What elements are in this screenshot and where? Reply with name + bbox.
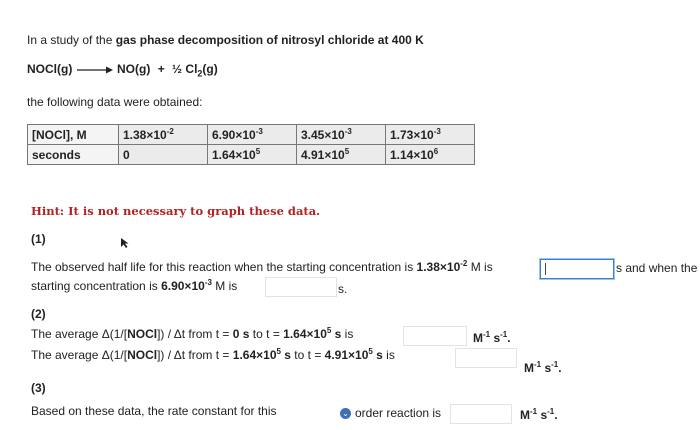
data-intro: the following data were obtained: [27, 95, 203, 109]
part2-line1: The average Δ(1/[NOCl]) / Δt from t = 0 s to $t = 1.64\times 10^5$ s is [31, 326, 354, 341]
data-table [27, 124, 475, 165]
rate-constant-input[interactable] [450, 404, 512, 424]
part1-line2: starting concentration is $6.90\times 10^{-3}$ M is [31, 278, 238, 293]
table-cell: $1.73\times 10^{-3}$ [386, 125, 475, 145]
row-label-seconds: seconds [28, 145, 119, 165]
avg-rate-1-input[interactable] [403, 326, 467, 346]
avg-rate-1-unit: $M^{-1}$ $s^{-1}$. [473, 330, 511, 345]
part3-mid-text: order reaction is [355, 406, 442, 420]
table-row [28, 125, 475, 145]
table-cell: $1.64\times 10^5$ [208, 145, 297, 165]
table-row [28, 145, 475, 165]
reaction-equation [27, 62, 218, 78]
intro-text [27, 33, 424, 47]
part1-unit: s. [338, 282, 348, 296]
table-cell: $3.45\times 10^{-3}$ [297, 125, 386, 145]
hint-text: Hint: It is not necessary to graph these data. [31, 204, 321, 218]
half-life-2-input[interactable] [265, 277, 337, 297]
product-cl2: $Cl_2(g)$ [185, 62, 218, 79]
part2-line2: The average Δ(1/[NOCl]) / Δt from $t = 1.64\times 10^5$ s to $t = 4.91\times 10^5$ s is [31, 347, 395, 362]
part3-label: (3) [31, 381, 46, 395]
reaction-arrow-icon [77, 65, 113, 75]
table-cell: 0 [119, 145, 208, 165]
intro-prefix: In a study of the [27, 33, 116, 47]
avg-rate-2-unit: $M^{-1}$ $s^{-1}$. [524, 360, 562, 375]
reaction-order-select[interactable] [340, 404, 441, 422]
part1-line1-after: s and when the [616, 261, 698, 275]
mouse-cursor-icon [120, 237, 130, 249]
table-cell: $1.38\times 10^{-2}$ [119, 125, 208, 145]
text-caret [545, 263, 546, 275]
avg-rate-2-input[interactable] [455, 348, 517, 368]
reactant: NOCl(g) [27, 62, 73, 76]
intro-topic: gas phase decomposition of nitrosyl chloride at 400 K [115, 33, 424, 47]
part2-label: (2) [31, 307, 46, 321]
rate-constant-unit: $M^{-1}$ $s^{-1}$. [520, 407, 558, 422]
table-cell: $4.91\times 10^5$ [297, 145, 386, 165]
table-cell: $6.90\times 10^{-3}$ [208, 125, 297, 145]
row-label-conc: [NOCl], M [28, 125, 119, 145]
half-life-1-input[interactable] [540, 259, 614, 279]
product-no: NO(g) [117, 62, 151, 76]
chevron-circle-icon: ⌄ [340, 408, 351, 419]
table-cell: $1.14\times 10^6$ [386, 145, 475, 165]
part3-text: Based on these data, the rate constant for this [31, 404, 277, 418]
half-coefficient: ½ [172, 62, 183, 76]
part1-line1: The observed half life for this reaction when the starting concentration is $1.38\times 10^{-2}$ M is [31, 259, 493, 274]
part1-label: (1) [31, 232, 46, 246]
plus-sign: + [157, 62, 165, 76]
